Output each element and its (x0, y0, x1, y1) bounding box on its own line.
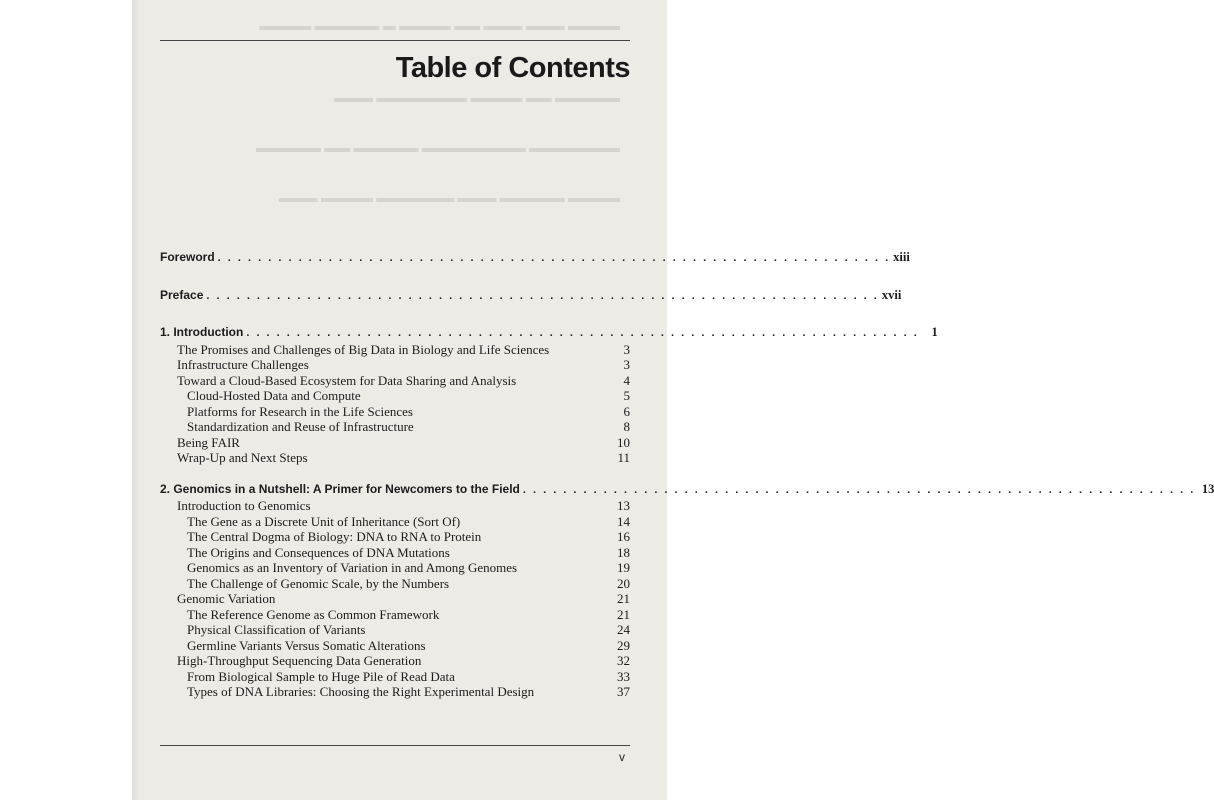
toc-entry-label: Infrastructure Challenges (177, 357, 309, 372)
header-rule (160, 40, 630, 41)
toc-subsection-entry[interactable] (160, 419, 630, 435)
toc-page-number: 37 (617, 684, 630, 699)
toc-entry-label: Cloud-Hosted Data and Compute (187, 388, 361, 403)
show-through-text: ▬▬▬▬▬▬▬ ▬▬▬▬▬▬▬▬ ▬▬▬▬▬ ▬▬ ▬▬▬▬▬ (256, 140, 620, 155)
toc-entry-label: The Origins and Consequences of DNA Mutations (187, 544, 450, 560)
toc-entry-foreword[interactable] (160, 250, 910, 267)
chapter-1-entries (160, 342, 630, 466)
page-title: Table of Contents (395, 52, 630, 84)
toc-subsection-entry[interactable] (160, 514, 630, 530)
toc-entry-label: The Reference Genome as Common Framework (187, 606, 440, 622)
toc-section-entry[interactable] (160, 342, 630, 358)
toc-entry-label: Types of DNA Libraries: Choosing the Right Experimental Design (187, 684, 535, 699)
toc-section-entry[interactable] (160, 435, 630, 451)
toc-entry-preface[interactable] (160, 287, 902, 305)
toc-entry-label: Wrap-Up and Next Steps (177, 450, 308, 465)
toc-entry-label: Toward a Cloud-Based Ecosystem for Data Sharing and Analysis (177, 372, 517, 388)
toc-entry-label: The Gene as a Discrete Unit of Inheritance (Sort Of) (187, 513, 461, 529)
toc-page-number: 19 (617, 560, 630, 575)
toc-subsection-entry[interactable] (160, 388, 630, 404)
show-through-text: ▬▬▬▬ ▬▬▬▬▬ ▬▬▬ ▬▬▬▬▬▬ ▬▬▬▬ ▬▬▬ (278, 190, 620, 205)
toc-subsection-entry[interactable] (160, 576, 630, 592)
toc-section-entry[interactable] (160, 653, 630, 669)
toc-entry-label: The Promises and Challenges of Big Data in Biology and Life Sciences (177, 341, 550, 357)
table-of-contents (160, 250, 1214, 700)
toc-section-entry[interactable] (160, 450, 630, 466)
toc-chapter-2[interactable] (160, 481, 1214, 499)
toc-page-number: 10 (617, 434, 630, 450)
toc-entry-label: Platforms for Research in the Life Sciences (187, 403, 413, 419)
toc-page-number: 6 (623, 403, 630, 419)
toc-entry-label: Introduction to Genomics (177, 498, 311, 513)
toc-subsection-entry[interactable] (160, 607, 630, 623)
show-through-text: ▬▬▬▬▬ ▬▬ ▬▬▬▬ ▬▬▬▬▬▬▬ ▬▬▬ (334, 90, 620, 105)
toc-entry-label: High-Throughput Sequencing Data Generation (177, 653, 422, 668)
toc-page-number: 1 (931, 325, 938, 339)
toc-subsection-entry[interactable] (160, 404, 630, 420)
toc-entry-label: Being FAIR (177, 434, 240, 450)
toc-page-number: 8 (623, 419, 630, 434)
dot-leader: . . . . . . . . . . . . . . . . . . . . . . . . . . . . . . . . . . . . . . . . . . . . . . . . . . . . . . . . . . . . . . . . . . . (217, 252, 891, 264)
toc-page-number: 16 (617, 529, 630, 544)
toc-subsection-entry[interactable] (160, 684, 630, 700)
toc-page-number: 18 (617, 544, 630, 560)
chapter-2-entries (160, 498, 630, 700)
toc-page-number: 3 (623, 341, 630, 357)
toc-page-number: 21 (617, 606, 630, 622)
toc-page-number: 4 (623, 372, 630, 388)
toc-section-entry[interactable] (160, 373, 630, 389)
toc-page-number: 21 (617, 591, 630, 606)
toc-subsection-entry[interactable] (160, 545, 630, 561)
toc-page-number: 24 (617, 622, 630, 637)
toc-entry-label: Germline Variants Versus Somatic Alterations (187, 637, 426, 653)
page-gutter-shadow (132, 0, 140, 800)
dot-leader: . . . . . . . . . . . . . . . . . . . . . . . . . . . . . . . . . . . . . . . . . . . . . . . . . . . . . . . . . . . . . . . . . . . (246, 327, 919, 339)
dot-leader: . . . . . . . . . . . . . . . . . . . . . . . . . . . . . . . . . . . . . . . . . . . . . . . . . . . . . . . . . . . . . . . . . . . (522, 483, 1196, 496)
toc-chapter-1[interactable] (160, 325, 938, 342)
toc-subsection-entry[interactable] (160, 669, 630, 685)
toc-page-number: 20 (617, 575, 630, 591)
toc-entry-label: Preface (160, 287, 204, 302)
toc-page-number: 5 (623, 388, 630, 403)
toc-subsection-entry[interactable] (160, 529, 630, 545)
toc-entry-label: Physical Classification of Variants (187, 622, 366, 637)
toc-entry-label: Genomics as an Inventory of Variation in and Among Genomes (187, 560, 518, 575)
toc-entry-label: From Biological Sample to Huge Pile of Read Data (187, 668, 455, 684)
toc-chapter-label: 2. Genomics in a Nutshell: A Primer for Newcomers to the Field (160, 481, 520, 496)
toc-entry-label: Genomic Variation (177, 591, 276, 606)
toc-page-number: 32 (617, 653, 630, 668)
toc-subsection-entry[interactable] (160, 638, 630, 654)
toc-page-number: 3 (623, 357, 630, 372)
toc-entry-label: Foreword (160, 250, 215, 264)
toc-page-number: 13 (617, 498, 630, 513)
toc-section-entry[interactable] (160, 498, 630, 514)
toc-chapter-label: 1. Introduction (160, 325, 244, 339)
footer-rule (160, 745, 630, 746)
toc-entry-label: The Central Dogma of Biology: DNA to RNA to Protein (187, 529, 482, 544)
toc-section-entry[interactable] (160, 357, 630, 373)
toc-subsection-entry[interactable] (160, 560, 630, 576)
page-number: v (619, 750, 625, 764)
toc-page-number: 33 (617, 668, 630, 684)
toc-page-number: 14 (617, 513, 630, 529)
toc-entry-label: Standardization and Reuse of Infrastructure (187, 419, 414, 434)
toc-page-number: xiii (893, 250, 910, 264)
show-through-text: ▬▬▬▬ ▬▬▬ ▬▬▬ ▬▬ ▬▬▬▬ ▬ ▬▬▬▬▬ ▬▬▬▬ (259, 18, 620, 33)
toc-section-entry[interactable] (160, 591, 630, 607)
toc-page-number: 13 (1201, 481, 1214, 496)
toc-page-number: 11 (617, 450, 630, 465)
dot-leader: . . . . . . . . . . . . . . . . . . . . . . . . . . . . . . . . . . . . . . . . . . . . . . . . . . . . . . . . . . . . . . . . . . . (206, 289, 879, 302)
toc-page-number: 29 (617, 637, 630, 653)
toc-entry-label: The Challenge of Genomic Scale, by the Numbers (187, 575, 450, 591)
toc-page-number: xvii (881, 287, 902, 302)
toc-subsection-entry[interactable] (160, 622, 630, 638)
